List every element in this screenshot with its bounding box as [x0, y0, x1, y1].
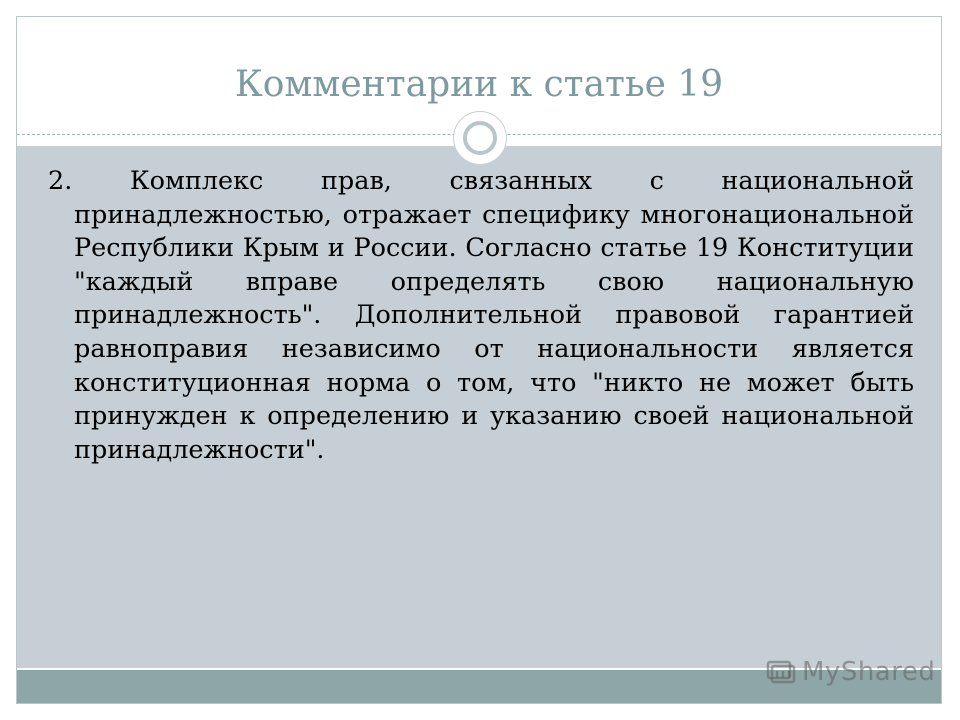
circle-ornament-icon: [463, 121, 497, 155]
body-text-block: [48, 165, 914, 467]
watermark: [766, 654, 935, 690]
myshared-logo-icon: [766, 659, 796, 685]
watermark-text: MyShared: [802, 657, 936, 687]
slide-title: Комментарии к статье 19: [234, 64, 724, 105]
body-paragraph: 2. Комплекс прав, связанных с национальной принадлежностью, отражает специфику многонациональной Республики Крым и России. Согласно статье 19 Конституции "каждый вправе определять свою национальную принадлежность". Дополнительной правовой гарантией равноправия независимо от национальности является конституционная норма о том, что "никто не может быть принужден к определению и указанию своей национальной принадлежности".: [48, 166, 914, 465]
